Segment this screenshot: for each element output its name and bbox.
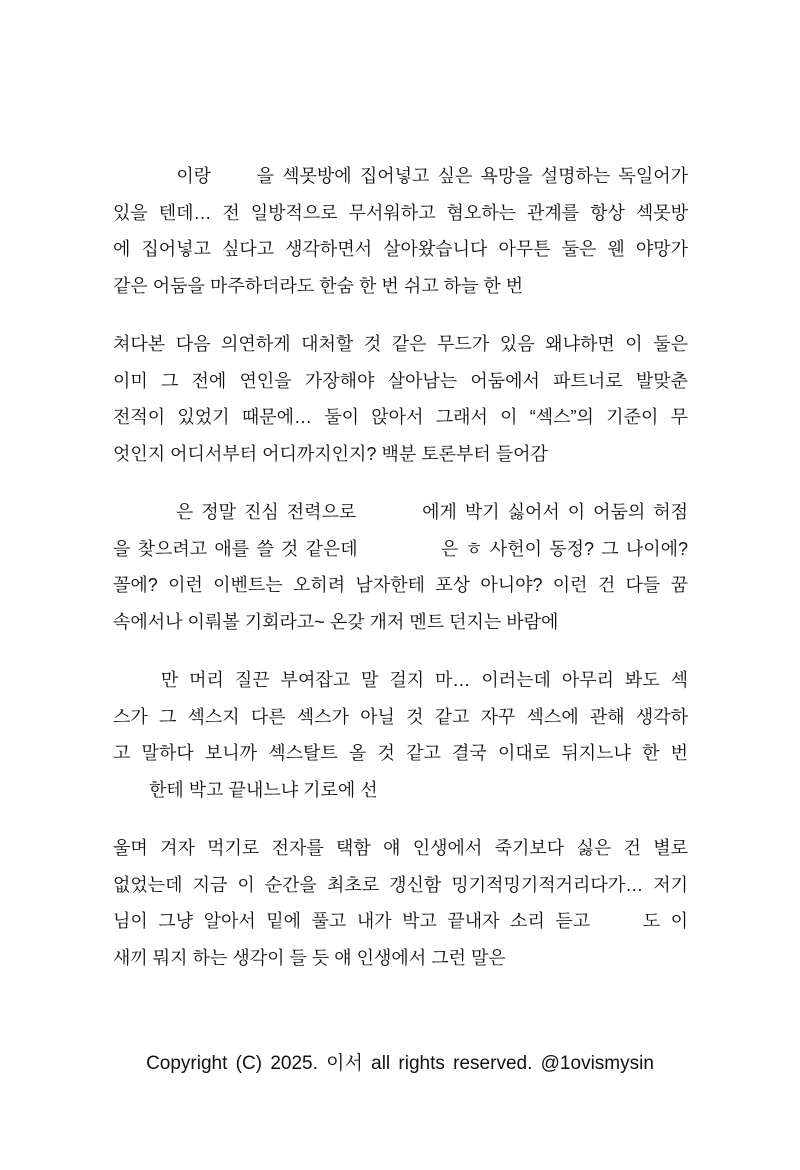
paragraph (113, 158, 688, 304)
text-line: 새끼 뭐지 하는 생각이 들 듯 얘 인생에서 그런 말은 (113, 947, 506, 968)
text-line: 있을 텐데… 전 일방적으로 무서워하고 혐오하는 관계를 항상 섹못방 (113, 202, 688, 223)
paragraph (113, 326, 688, 472)
text-line: 속에서나 이뤄볼 기회라고~ 온갖 개저 멘트 던지는 바람에 (113, 611, 559, 632)
text-line: 만 머리 질끈 부여잡고 말 걸지 마… 이러는데 아무리 봐도 섹 (113, 670, 688, 690)
text-line: 울며 겨자 먹기로 전자를 택함 얘 인생에서 죽기보다 싫은 건 별로 (113, 838, 688, 858)
text-line: 전적이 있었기 때문에… 둘이 앉아서 그래서 이 “섹스”의 기준이 무 (113, 407, 688, 427)
text-line: 꼴에? 이런 이벤트는 오히려 남자한테 포상 아니야? 이런 건 다들 꿈 (113, 575, 688, 595)
text-line: 없었는데 지금 이 순간을 최초로 갱신함 밍기적밍기적거리다가… 저기 (113, 874, 688, 895)
text-line: 한테 박고 끝내느냐 기로에 선 (113, 779, 378, 800)
text-line: 에 집어넣고 싶다고 생각하면서 살아왔습니다 아무튼 둘은 웬 야망가 (113, 239, 688, 259)
text-line: 같은 어둠을 마주하더라도 한숨 한 번 쉬고 하늘 한 번 (113, 275, 524, 296)
text-line: 쳐다본 다음 의연하게 대처할 것 같은 무드가 있음 왜냐하면 이 둘은 (113, 334, 688, 354)
text-line: 이랑 을 섹못방에 집어넣고 싶은 욕망을 설명하는 독일어가 (113, 166, 688, 186)
copyright-footer: Copyright (C) 2025. 이서 all rights reserved. @1ovismysin (146, 1053, 654, 1074)
paragraph (113, 494, 688, 640)
text-line: 이미 그 전에 연인을 가장해야 살아남는 어둠에서 파트너로 발맞춘 (113, 370, 688, 391)
paragraph (113, 830, 688, 976)
text-line: 님이 그냥 알아서 밑에 풀고 내가 박고 끝내자 소리 듣고 도 이 (113, 911, 688, 931)
text-line: 은 정말 진심 전력으로 에게 박기 싫어서 이 어둠의 허점 (113, 502, 688, 522)
body-text (113, 158, 688, 976)
text-line: 고 말하다 보니까 섹스탈트 올 것 같고 결국 이대로 뒤지느냐 한 번 (113, 743, 688, 763)
text-line: 엇인지 어디서부터 어디까지인지? 백분 토론부터 들어감 (113, 443, 548, 464)
text-line: 을 찾으려고 애를 쓸 것 같은데 은 ㅎ 사헌이 동정? 그 나이에? (113, 538, 688, 559)
text-line: 스가 그 섹스지 다른 섹스가 아닐 것 같고 자꾸 섹스에 관해 생각하 (113, 706, 688, 727)
paragraph (113, 662, 688, 808)
